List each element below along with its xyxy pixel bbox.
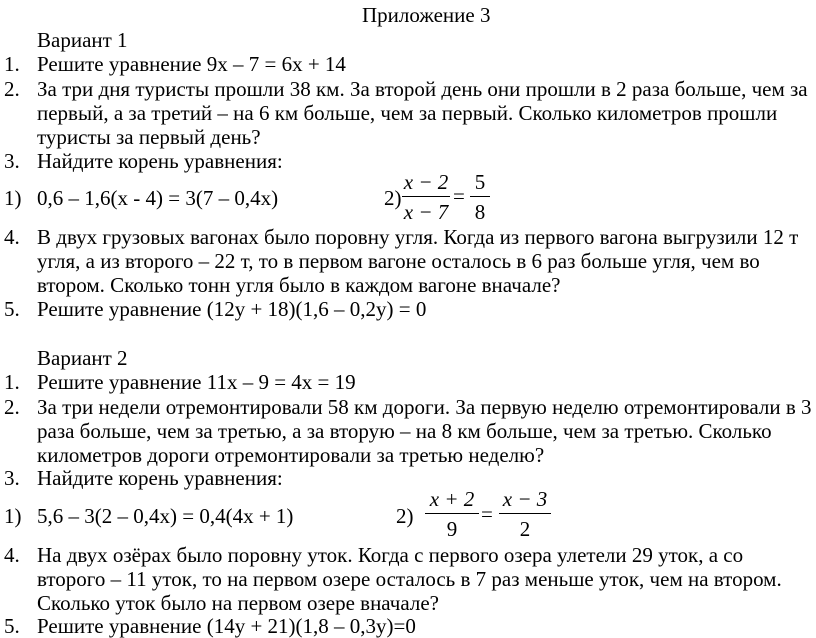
v2-task-3-num: 3. bbox=[4, 466, 20, 490]
v2-task-3-text: Найдите корень уравнения: bbox=[37, 466, 283, 490]
v2-task-5-num: 5. bbox=[4, 614, 20, 638]
v1-task-5-text: Решите уравнение (12у + 18)(1,6 – 0,2у) = 0 bbox=[37, 297, 427, 321]
v1-task-1-num: 1. bbox=[4, 52, 20, 76]
v1-fraction-right-bar bbox=[470, 196, 490, 197]
v2-task-1-num: 1. bbox=[4, 370, 20, 394]
v2-subtask-1-text: 5,6 – 3(2 – 0,4х) = 0,4(4х + 1) bbox=[37, 504, 294, 528]
v2-fraction-left-numerator: x + 2 bbox=[429, 487, 475, 511]
v2-fraction-right-numerator: x − 3 bbox=[502, 487, 548, 511]
v1-task-4-line-1: В двух грузовых вагонах было поровну угля. Когда из первого вагона выгрузили 12 т bbox=[37, 225, 799, 249]
v2-task-4-num: 4. bbox=[4, 543, 20, 567]
v2-task-5-text: Решите уравнение (14у + 21)(1,8 – 0,3у)=0 bbox=[37, 614, 416, 638]
v1-task-4-line-2: угля, а из второго – 22 т, то в первом вагоне осталось в 6 раз больше угля, чем во bbox=[37, 249, 760, 273]
v1-fraction-left bbox=[402, 170, 450, 224]
v2-fraction-left bbox=[425, 487, 479, 541]
v2-fraction-right-denominator: 2 bbox=[519, 517, 531, 541]
v2-task-2-line-1: За три недели отремонтировали 58 км дороги. За первую неделю отремонтировали в 3 bbox=[37, 395, 812, 419]
v2-fraction-left-denominator: 9 bbox=[446, 517, 458, 541]
v1-task-4-num: 4. bbox=[4, 225, 20, 249]
v2-task-4-line-1: На двух озёрах было поровну уток. Когда с первого озера улетели 29 уток, а со bbox=[37, 543, 744, 567]
v1-fraction-left-numerator: x − 2 bbox=[403, 170, 449, 194]
v2-task-2-line-3: километров дороги отремонтировали за третью неделю? bbox=[37, 443, 545, 467]
v1-task-2-line-3: туристы за первый день? bbox=[37, 125, 261, 149]
variant2-heading: Вариант 2 bbox=[37, 346, 128, 370]
v1-task-2-num: 2. bbox=[4, 77, 20, 101]
v2-task-2-line-2: раза больше, чем за третью, а за вторую – на 8 км больше, чем за третью. Сколько bbox=[37, 419, 772, 443]
v1-fraction-equals: = bbox=[453, 184, 465, 208]
v2-fraction-left-bar bbox=[425, 513, 479, 514]
v1-task-5-num: 5. bbox=[4, 297, 20, 321]
v1-task-3-text: Найдите корень уравнения: bbox=[37, 149, 283, 173]
v2-fraction-equals: = bbox=[481, 502, 493, 526]
v2-fraction-right bbox=[499, 487, 551, 541]
v1-fraction-right-numerator: 5 bbox=[474, 170, 486, 194]
v1-task-1-text: Решите уравнение 9х – 7 = 6х + 14 bbox=[37, 52, 346, 76]
v1-subtask-2-num: 2) bbox=[384, 186, 402, 210]
variant1-heading: Вариант 1 bbox=[37, 28, 128, 52]
page-title: Приложение 3 bbox=[362, 3, 491, 27]
v2-task-1-text: Решите уравнение 11х – 9 = 4х = 19 bbox=[37, 370, 356, 394]
v2-subtask-2-num: 2) bbox=[396, 504, 414, 528]
v1-subtask-1-text: 0,6 – 1,6(х - 4) = 3(7 – 0,4х) bbox=[37, 186, 279, 210]
v1-fraction-left-bar bbox=[402, 196, 450, 197]
v2-task-4-line-2: второго – 11 уток, то на первом озере осталось в 7 раз меньше уток, чем на втором. bbox=[37, 567, 782, 591]
v2-subtask-1-num: 1) bbox=[4, 504, 22, 528]
v1-task-4-line-3: втором. Сколько тонн угля было в каждом вагоне вначале? bbox=[37, 273, 561, 297]
v1-fraction-right bbox=[470, 170, 490, 224]
v2-task-2-num: 2. bbox=[4, 395, 20, 419]
v1-fraction-right-denominator: 8 bbox=[474, 200, 486, 224]
v1-task-3-num: 3. bbox=[4, 149, 20, 173]
v1-subtask-1-num: 1) bbox=[4, 186, 22, 210]
v1-fraction-left-denominator: x − 7 bbox=[403, 200, 449, 224]
v2-fraction-right-bar bbox=[499, 513, 551, 514]
v1-task-2-line-2: первый, а за третий – на 6 км больше, чем за первый. Сколько километров прошли bbox=[37, 101, 778, 125]
v1-task-2-line-1: За три дня туристы прошли 38 км. За второй день они прошли в 2 раза больше, чем за bbox=[37, 77, 808, 101]
v2-task-4-line-3: Сколько уток было на первом озере вначале? bbox=[37, 591, 439, 615]
